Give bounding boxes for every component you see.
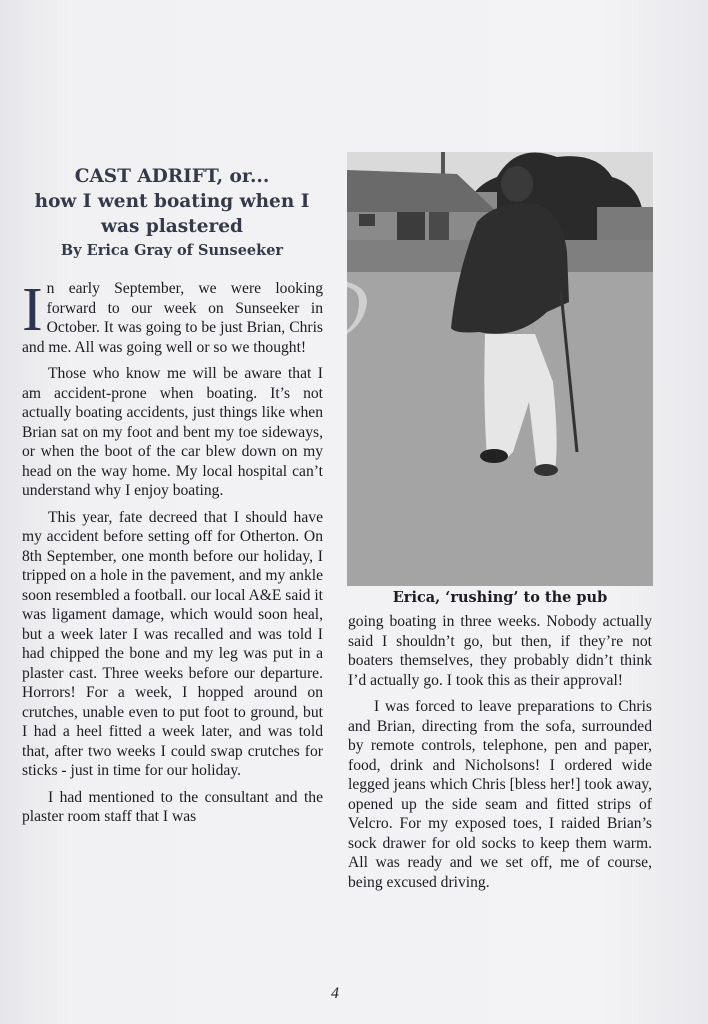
paragraph-4-continued: going boating in three weeks. Nobody actually said I shouldn’t go, but then, if they’re not boaters themselves, they probably didn’t think I’d actually go. I took this as their approval! [348,613,652,689]
drop-cap: I [22,276,43,344]
paragraph-4: I had mentioned to the consultant and the plaster room staff that I was [22,788,323,825]
page-number: 4 [331,985,339,1002]
paragraph-1 [22,276,323,357]
left-text-column [22,276,323,834]
photo-caption: Erica, ‘rushing’ to the pub [392,589,608,606]
paragraph-3: This year, fate decreed that I should have my accident before setting off for Otherton. On 8th September, one month before our holiday, I tripped on a hole in the pavement, and my ankle soon resembled a football. our local A&E said it was ligament damage, which would soon heal, but a week later I was recalled and was told I had chipped the bone and my leg was put in a plaster cast. Three weeks before our departure. Horrors! For a week, I hopped around on crutches, unable even to put foot to ground, but I had a heel fitted a week later, and was told that, after two weeks I could swap crutches for sticks - just in time for our holiday. [22,508,323,779]
article-photo [347,152,653,586]
paragraph-1-text: n early September, we were looking forward to our week on Sunseeker in October. It was going to be just Brian, Chris and me. All was going well or so we thought! [22,280,323,356]
paragraph-5: I was forced to leave preparations to Chris and Brian, directing from the sofa, surrounded by remote controls, telephone, pen and paper, food, drink and Nicholsons! I ordered wide legged jeans which Chris [bless her!] took away, opened up the side seam and fitted strips of Velcro. For my exposed toes, I raided Brian’s sock drawer for old socks to keep them warm. All was ready and we set off, me of course, being excused driving. [348,698,652,891]
article-header [22,165,322,262]
article-title-line-2: how I went boating when I was plastered [34,191,310,237]
photo-window [359,214,375,226]
article-byline: By Erica Gray of Sunseeker [60,242,284,259]
right-text-column [348,612,652,899]
article-title-line-1: CAST ADRIFT, or... [74,166,270,187]
paragraph-2: Those who know me will be aware that I am accident-prone when boating. It’s not actually boating accidents, just things like when Brian sat on my foot and bent my toe sideways, or when the boot of the car blew down on my head on the way home. My local hospital can’t understand why I enjoy boating. [22,365,323,499]
